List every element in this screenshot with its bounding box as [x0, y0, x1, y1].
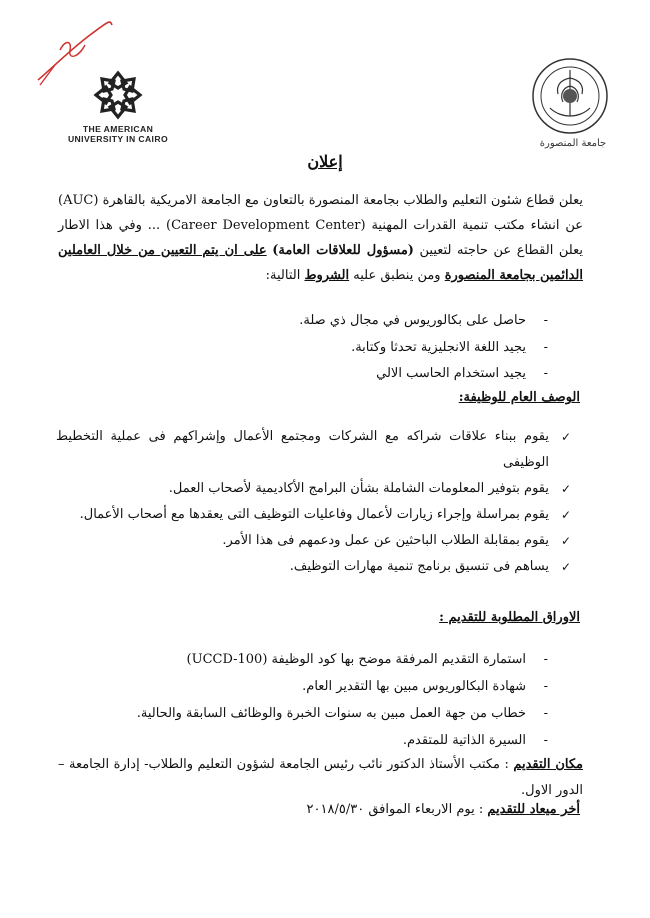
document-text: شهادة البكالوريوس مبين بها التقدير العام. — [302, 679, 526, 694]
condition-text: يجيد استخدام الحاسب الالي — [376, 366, 526, 381]
conditions-word: الشروط — [304, 268, 350, 283]
list-item — [56, 554, 571, 580]
list-item — [58, 646, 548, 673]
page-title: إعلان — [307, 152, 343, 171]
condition-text: حاصل على بكالوريوس في مجال ذي صلة. — [299, 313, 526, 328]
duties-list — [56, 424, 571, 580]
mansoura-seal-icon — [530, 56, 610, 136]
dash-bullet: - — [543, 733, 548, 748]
list-item — [58, 700, 548, 727]
application-place-label: مكان التقديم — [513, 757, 583, 772]
dash-bullet: - — [543, 339, 548, 355]
deadline-value: : يوم الاربعاء الموافق ٢٠١٨/٥/٣٠ — [306, 802, 488, 817]
checkmark-icon: ✓ — [560, 534, 571, 548]
list-item — [58, 335, 548, 362]
checkmark-icon: ✓ — [560, 430, 571, 444]
intro-text-3: التالية: — [265, 268, 305, 283]
dash-bullet: - — [543, 313, 548, 328]
application-place — [58, 752, 583, 804]
condition-text: يجيد اللغة الانجليزية تحدثا وكتابة. — [351, 339, 526, 355]
deadline-label: أخر ميعاد للتقديم — [487, 802, 580, 817]
documents-heading: الاوراق المطلوبة للتقديم : — [439, 610, 580, 625]
intro-paragraph — [58, 188, 583, 288]
dash-bullet: - — [543, 706, 548, 721]
application-deadline — [307, 802, 580, 817]
duty-text: يقوم بمراسلة وإجراء زيارات لأعمال وفاعليات التوظيف التى يعقدها مع أصحاب الأعمال. — [79, 507, 549, 522]
duty-text: يساهم فى تنسيق برنامج تنمية مهارات التوظيف. — [289, 559, 549, 574]
conditions-list — [58, 308, 548, 388]
documents-list — [58, 646, 548, 754]
checkmark-icon: ✓ — [560, 560, 571, 574]
dash-bullet: - — [543, 679, 548, 694]
duty-text: يقوم ببناء علاقات شراكه مع الشركات ومجتمع الأعمال وإشراكهم فى عملية التخطيط الوظيفى — [56, 429, 549, 470]
list-item — [58, 308, 548, 335]
dash-bullet: - — [543, 366, 548, 381]
duty-text: يقوم بتوفير المعلومات الشاملة بشأن البرامج الأكاديمية لأصحاب العمل. — [168, 481, 549, 496]
checkmark-icon: ✓ — [560, 508, 571, 522]
list-item — [56, 502, 571, 528]
list-item — [58, 673, 548, 700]
duty-text: يقوم بمقابلة الطلاب الباحثين عن عمل ودعمهم فى هذا الأمر. — [222, 533, 549, 548]
list-item — [56, 424, 571, 476]
intro-text-1: يعلن قطاع شئون التعليم والطلاب بجامعة المنصورة بالتعاون مع الجامعة الامريكية بالقاهرة (AUC) عن انشاء مكتب تنمية القدرات المهنية (Career Development Center) ... وفي هذا الاطار يعلن القطاع عن حاجته لتعيين — [58, 193, 584, 258]
job-description-heading: الوصف العام للوظيفة: — [458, 390, 580, 405]
document-text: خطاب من جهة العمل مبين به سنوات الخبرة والوظائف السابقة والحالية. — [136, 706, 526, 721]
intro-text-2: ومن ينطبق عليه — [349, 268, 445, 283]
dash-bullet: - — [543, 652, 548, 667]
auc-star-icon — [93, 70, 143, 120]
list-item — [56, 476, 571, 502]
position-title: (مسؤول للعلاقات العامة) — [272, 243, 414, 258]
list-item — [58, 361, 548, 388]
seal-caption: جامعة المنصورة — [539, 138, 607, 149]
employment-condition: على ان يتم التعيين من خلال العاملين الدائمين بجامعة المنصورة — [58, 243, 583, 283]
auc-logo — [58, 70, 178, 144]
document-text: استمارة التقديم المرفقة موضح بها كود الوظيفة (UCCD-100) — [186, 652, 526, 667]
application-place-value: : مكتب الأستاذ الدكتور نائب رئيس الجامعة لشؤون التعليم والطلاب- إدارة الجامعة – الدور الاول. — [58, 757, 583, 798]
list-item — [56, 528, 571, 554]
checkmark-icon: ✓ — [560, 482, 571, 496]
document-text: السيرة الذاتية للمتقدم. — [402, 733, 526, 748]
list-item — [58, 727, 548, 754]
auc-logo-line2: UNIVERSITY IN CAIRO — [67, 134, 169, 144]
auc-logo-line1: THE AMERICAN — [82, 124, 154, 134]
